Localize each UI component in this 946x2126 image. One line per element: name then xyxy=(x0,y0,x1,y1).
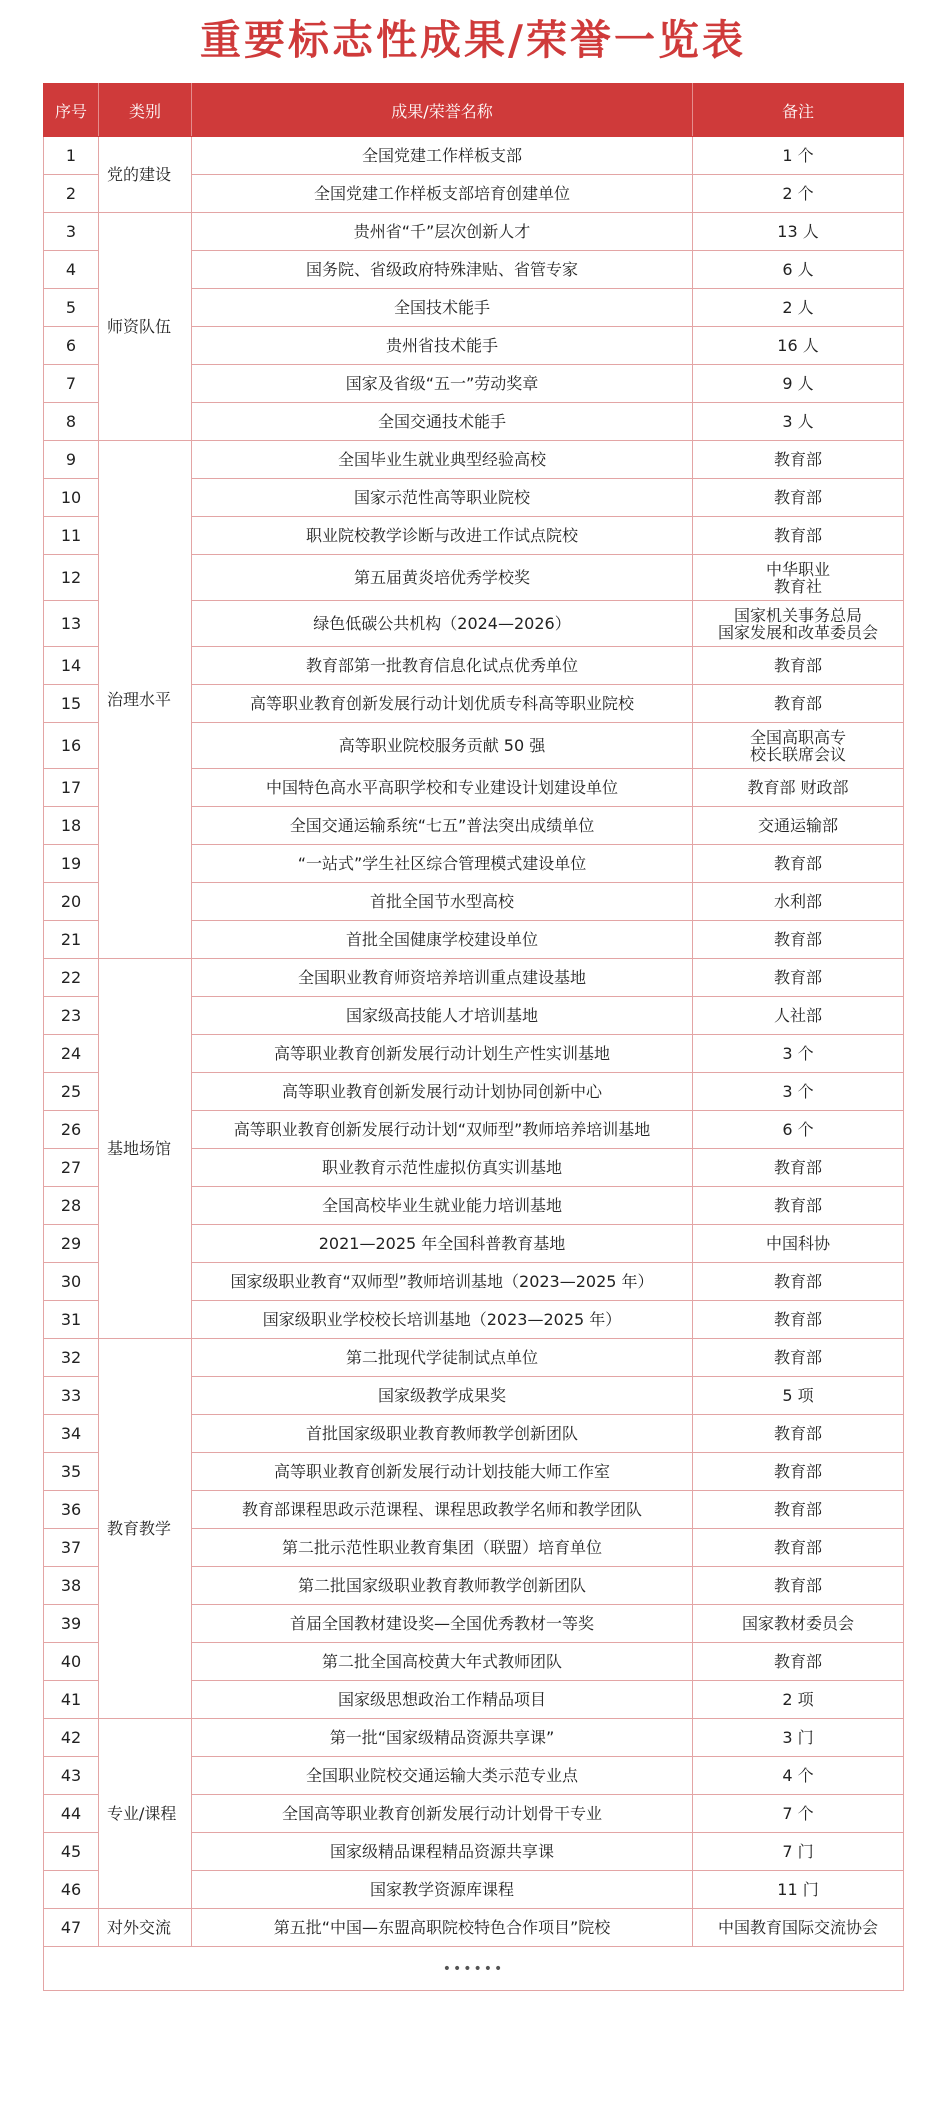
table-header-row xyxy=(44,84,904,137)
achievement-name: 第五批“中国—东盟高职院校特色合作项目”院校 xyxy=(192,1909,693,1947)
row-number: 21 xyxy=(44,921,99,959)
achievements-table xyxy=(43,83,904,1991)
note-cell xyxy=(693,1681,904,1719)
achievement-name: 第二批现代学徒制试点单位 xyxy=(192,1339,693,1377)
note-line: 全国高职高专 xyxy=(749,727,846,747)
row-number: 13 xyxy=(44,601,99,647)
note-cell xyxy=(693,845,904,883)
row-number: 31 xyxy=(44,1301,99,1339)
achievement-name: 全国高等职业教育创新发展行动计划骨干专业 xyxy=(192,1795,693,1833)
row-number: 28 xyxy=(44,1187,99,1225)
note-cell xyxy=(693,1643,904,1681)
note-line: 教育部 xyxy=(773,1652,822,1671)
row-number: 16 xyxy=(44,723,99,769)
achievement-name: 首批全国节水型高校 xyxy=(192,883,693,921)
row-number: 5 xyxy=(44,289,99,327)
row-number: 14 xyxy=(44,647,99,685)
note-cell xyxy=(693,1111,904,1149)
row-number: 23 xyxy=(44,997,99,1035)
achievement-name: 国家级思想政治工作精品项目 xyxy=(192,1681,693,1719)
category-cell: 对外交流 xyxy=(99,1909,192,1947)
category-cell: 专业/课程 xyxy=(99,1719,192,1909)
achievement-name: 第五届黄炎培优秀学校奖 xyxy=(192,555,693,601)
row-number: 19 xyxy=(44,845,99,883)
note-cell xyxy=(693,1187,904,1225)
note-line: 教育部 xyxy=(773,1500,822,1519)
row-number: 42 xyxy=(44,1719,99,1757)
note-line: 教育部 xyxy=(773,1310,822,1329)
category-cell: 教育教学 xyxy=(99,1339,192,1719)
note-cell xyxy=(693,251,904,289)
note-cell xyxy=(693,883,904,921)
row-number: 6 xyxy=(44,327,99,365)
achievement-name: 高等职业教育创新发展行动计划优质专科高等职业院校 xyxy=(192,685,693,723)
table-row xyxy=(44,441,904,479)
row-number: 8 xyxy=(44,403,99,441)
note-line: 国家机关事务总局 xyxy=(733,605,862,625)
achievement-name: 全国高校毕业生就业能力培训基地 xyxy=(192,1187,693,1225)
note-cell xyxy=(693,517,904,555)
note-cell xyxy=(693,365,904,403)
achievement-name: 中国特色高水平高职学校和专业建设计划建设单位 xyxy=(192,769,693,807)
note-line: 国家教材委员会 xyxy=(741,1614,854,1633)
row-number: 3 xyxy=(44,213,99,251)
row-number: 29 xyxy=(44,1225,99,1263)
note-cell xyxy=(693,959,904,997)
achievement-name: 全国职业教育师资培养培训重点建设基地 xyxy=(192,959,693,997)
note-line: 3 个 xyxy=(782,1082,814,1101)
page-title: 重要标志性成果/荣誉一览表 xyxy=(200,16,746,64)
note-cell xyxy=(693,1035,904,1073)
note-line: 2 人 xyxy=(782,298,814,317)
achievement-name: 全国职业院校交通运输大类示范专业点 xyxy=(192,1757,693,1795)
row-number: 7 xyxy=(44,365,99,403)
category-cell: 基地场馆 xyxy=(99,959,192,1339)
note-line: 教育部 xyxy=(773,968,822,987)
note-line: 教育部 xyxy=(773,488,822,507)
note-line: 教育部 xyxy=(773,1158,822,1177)
table-row xyxy=(44,137,904,175)
achievement-name: 职业教育示范性虚拟仿真实训基地 xyxy=(192,1149,693,1187)
note-cell xyxy=(693,555,904,601)
note-line: 5 项 xyxy=(782,1386,814,1405)
note-line: 7 个 xyxy=(782,1804,814,1823)
table-row xyxy=(44,959,904,997)
row-number: 24 xyxy=(44,1035,99,1073)
ellipsis-more: •••••• xyxy=(44,1947,904,1991)
note-cell xyxy=(693,1909,904,1947)
note-line: 教育部 xyxy=(773,656,822,675)
note-cell xyxy=(693,1073,904,1111)
achievement-name: 国家级高技能人才培训基地 xyxy=(192,997,693,1035)
achievement-name: 国家级职业教育“双师型”教师培训基地（2023—2025 年） xyxy=(192,1263,693,1301)
row-number: 26 xyxy=(44,1111,99,1149)
row-number: 39 xyxy=(44,1605,99,1643)
achievement-name: 第一批“国家级精品资源共享课” xyxy=(192,1719,693,1757)
achievement-name: 贵州省技术能手 xyxy=(192,327,693,365)
achievement-name: 高等职业教育创新发展行动计划“双师型”教师培养培训基地 xyxy=(192,1111,693,1149)
achievement-name: 第二批全国高校黄大年式教师团队 xyxy=(192,1643,693,1681)
header-no: 序号 xyxy=(44,84,99,137)
achievement-name: 全国交通运输系统“七五”普法突出成绩单位 xyxy=(192,807,693,845)
category-cell: 党的建设 xyxy=(99,137,192,213)
note-cell xyxy=(693,1377,904,1415)
achievement-name: 教育部第一批教育信息化试点优秀单位 xyxy=(192,647,693,685)
note-line: 教育部 xyxy=(773,1424,822,1443)
note-line: 13 人 xyxy=(777,222,819,241)
note-cell xyxy=(693,1301,904,1339)
note-cell xyxy=(693,1833,904,1871)
note-line: 教育部 xyxy=(773,1576,822,1595)
achievement-name: 国家教学资源库课程 xyxy=(192,1871,693,1909)
note-cell xyxy=(693,137,904,175)
table-row xyxy=(44,213,904,251)
note-line: 16 人 xyxy=(777,336,819,355)
achievement-name: 国家级教学成果奖 xyxy=(192,1377,693,1415)
note-line: 教育部 xyxy=(773,1462,822,1481)
achievement-name: 国家示范性高等职业院校 xyxy=(192,479,693,517)
note-line: 4 个 xyxy=(782,1766,814,1785)
row-number: 32 xyxy=(44,1339,99,1377)
note-cell xyxy=(693,289,904,327)
note-line: 6 人 xyxy=(782,260,814,279)
header-category: 类别 xyxy=(99,84,192,137)
table-body xyxy=(44,137,904,1991)
note-line: 教育部 xyxy=(773,1348,822,1367)
row-number: 22 xyxy=(44,959,99,997)
table-row xyxy=(44,1339,904,1377)
note-line: 9 人 xyxy=(782,374,814,393)
note-cell xyxy=(693,479,904,517)
note-line: 交通运输部 xyxy=(757,816,838,835)
note-line: 国家发展和改革委员会 xyxy=(717,622,878,642)
row-number: 41 xyxy=(44,1681,99,1719)
achievement-name: 教育部课程思政示范课程、课程思政教学名师和教学团队 xyxy=(192,1491,693,1529)
note-line: 2 项 xyxy=(782,1690,814,1709)
note-cell xyxy=(693,1263,904,1301)
achievement-name: 高等职业教育创新发展行动计划生产性实训基地 xyxy=(192,1035,693,1073)
achievement-name: 国家及省级“五一”劳动奖章 xyxy=(192,365,693,403)
achievement-name: 绿色低碳公共机构（2024—2026） xyxy=(192,601,693,647)
note-cell xyxy=(693,1757,904,1795)
note-cell xyxy=(693,647,904,685)
row-number: 38 xyxy=(44,1567,99,1605)
achievement-name: “一站式”学生社区综合管理模式建设单位 xyxy=(192,845,693,883)
note-line: 中国教育国际交流协会 xyxy=(717,1918,878,1937)
row-number: 37 xyxy=(44,1529,99,1567)
note-cell xyxy=(693,1453,904,1491)
row-number: 15 xyxy=(44,685,99,723)
note-cell xyxy=(693,403,904,441)
note-line: 人社部 xyxy=(773,1006,822,1025)
note-cell xyxy=(693,1339,904,1377)
achievement-name: 国家级职业学校校长培训基地（2023—2025 年） xyxy=(192,1301,693,1339)
note-cell xyxy=(693,1529,904,1567)
note-cell xyxy=(693,1225,904,1263)
note-cell xyxy=(693,327,904,365)
achievement-name: 全国交通技术能手 xyxy=(192,403,693,441)
note-cell xyxy=(693,213,904,251)
note-line: 教育部 xyxy=(773,526,822,545)
row-number: 4 xyxy=(44,251,99,289)
achievement-name: 高等职业教育创新发展行动计划协同创新中心 xyxy=(192,1073,693,1111)
table-row xyxy=(44,1909,904,1947)
note-cell xyxy=(693,441,904,479)
category-cell: 师资队伍 xyxy=(99,213,192,441)
achievement-name: 全国党建工作样板支部培育创建单位 xyxy=(192,175,693,213)
achievement-name: 贵州省“千”层次创新人才 xyxy=(192,213,693,251)
row-number: 45 xyxy=(44,1833,99,1871)
row-number: 35 xyxy=(44,1453,99,1491)
note-line: 中华职业 xyxy=(765,559,830,579)
note-cell xyxy=(693,1491,904,1529)
row-number: 30 xyxy=(44,1263,99,1301)
achievement-name: 国家级精品课程精品资源共享课 xyxy=(192,1833,693,1871)
note-cell xyxy=(693,921,904,959)
note-cell xyxy=(693,685,904,723)
note-line: 中国科协 xyxy=(765,1234,830,1253)
note-line: 3 个 xyxy=(782,1044,814,1063)
note-line: 7 门 xyxy=(782,1842,814,1861)
row-number: 20 xyxy=(44,883,99,921)
note-cell xyxy=(693,1795,904,1833)
achievement-name: 首批全国健康学校建设单位 xyxy=(192,921,693,959)
note-line: 11 门 xyxy=(777,1880,819,1899)
achievement-name: 全国毕业生就业典型经验高校 xyxy=(192,441,693,479)
note-cell xyxy=(693,1415,904,1453)
row-number: 36 xyxy=(44,1491,99,1529)
row-number: 17 xyxy=(44,769,99,807)
row-number: 27 xyxy=(44,1149,99,1187)
note-line: 3 门 xyxy=(782,1728,814,1747)
achievement-name: 第二批国家级职业教育教师教学创新团队 xyxy=(192,1567,693,1605)
row-number: 18 xyxy=(44,807,99,845)
achievement-name: 首届全国教材建设奖—全国优秀教材一等奖 xyxy=(192,1605,693,1643)
row-number: 1 xyxy=(44,137,99,175)
note-line: 教育部 xyxy=(773,930,822,949)
note-line: 水利部 xyxy=(773,892,822,911)
achievement-name: 高等职业教育创新发展行动计划技能大师工作室 xyxy=(192,1453,693,1491)
row-number: 9 xyxy=(44,441,99,479)
row-number: 44 xyxy=(44,1795,99,1833)
row-number: 11 xyxy=(44,517,99,555)
row-number: 43 xyxy=(44,1757,99,1795)
row-number: 33 xyxy=(44,1377,99,1415)
note-line: 教育部 xyxy=(773,1272,822,1291)
achievement-name: 高等职业院校服务贡献 50 强 xyxy=(192,723,693,769)
note-line: 教育社 xyxy=(773,576,822,596)
achievement-name: 首批国家级职业教育教师教学创新团队 xyxy=(192,1415,693,1453)
category-cell: 治理水平 xyxy=(99,441,192,959)
note-cell xyxy=(693,1719,904,1757)
note-line: 教育部 财政部 xyxy=(747,778,849,797)
header-name: 成果/荣誉名称 xyxy=(192,84,693,137)
row-number: 46 xyxy=(44,1871,99,1909)
achievement-name: 2021—2025 年全国科普教育基地 xyxy=(192,1225,693,1263)
note-cell xyxy=(693,601,904,647)
note-line: 3 人 xyxy=(782,412,814,431)
row-number: 40 xyxy=(44,1643,99,1681)
note-line: 教育部 xyxy=(773,694,822,713)
row-number: 12 xyxy=(44,555,99,601)
note-line: 校长联席会议 xyxy=(749,744,846,764)
note-line: 6 个 xyxy=(782,1120,814,1139)
row-number: 34 xyxy=(44,1415,99,1453)
table-row xyxy=(44,1719,904,1757)
note-line: 教育部 xyxy=(773,1196,822,1215)
table-footer-row xyxy=(44,1947,904,1991)
row-number: 47 xyxy=(44,1909,99,1947)
note-cell xyxy=(693,1605,904,1643)
note-cell xyxy=(693,1149,904,1187)
note-cell xyxy=(693,175,904,213)
row-number: 25 xyxy=(44,1073,99,1111)
achievement-name: 全国党建工作样板支部 xyxy=(192,137,693,175)
note-cell xyxy=(693,807,904,845)
note-line: 教育部 xyxy=(773,450,822,469)
note-cell xyxy=(693,997,904,1035)
note-line: 1 个 xyxy=(782,146,814,165)
row-number: 2 xyxy=(44,175,99,213)
note-cell xyxy=(693,769,904,807)
note-line: 2 个 xyxy=(782,184,814,203)
note-cell xyxy=(693,1871,904,1909)
note-line: 教育部 xyxy=(773,1538,822,1557)
achievement-name: 全国技术能手 xyxy=(192,289,693,327)
note-cell xyxy=(693,723,904,769)
header-note: 备注 xyxy=(693,84,904,137)
note-cell xyxy=(693,1567,904,1605)
row-number: 10 xyxy=(44,479,99,517)
achievement-name: 职业院校教学诊断与改进工作试点院校 xyxy=(192,517,693,555)
note-line: 教育部 xyxy=(773,854,822,873)
achievement-name: 第二批示范性职业教育集团（联盟）培育单位 xyxy=(192,1529,693,1567)
achievement-name: 国务院、省级政府特殊津贴、省管专家 xyxy=(192,251,693,289)
